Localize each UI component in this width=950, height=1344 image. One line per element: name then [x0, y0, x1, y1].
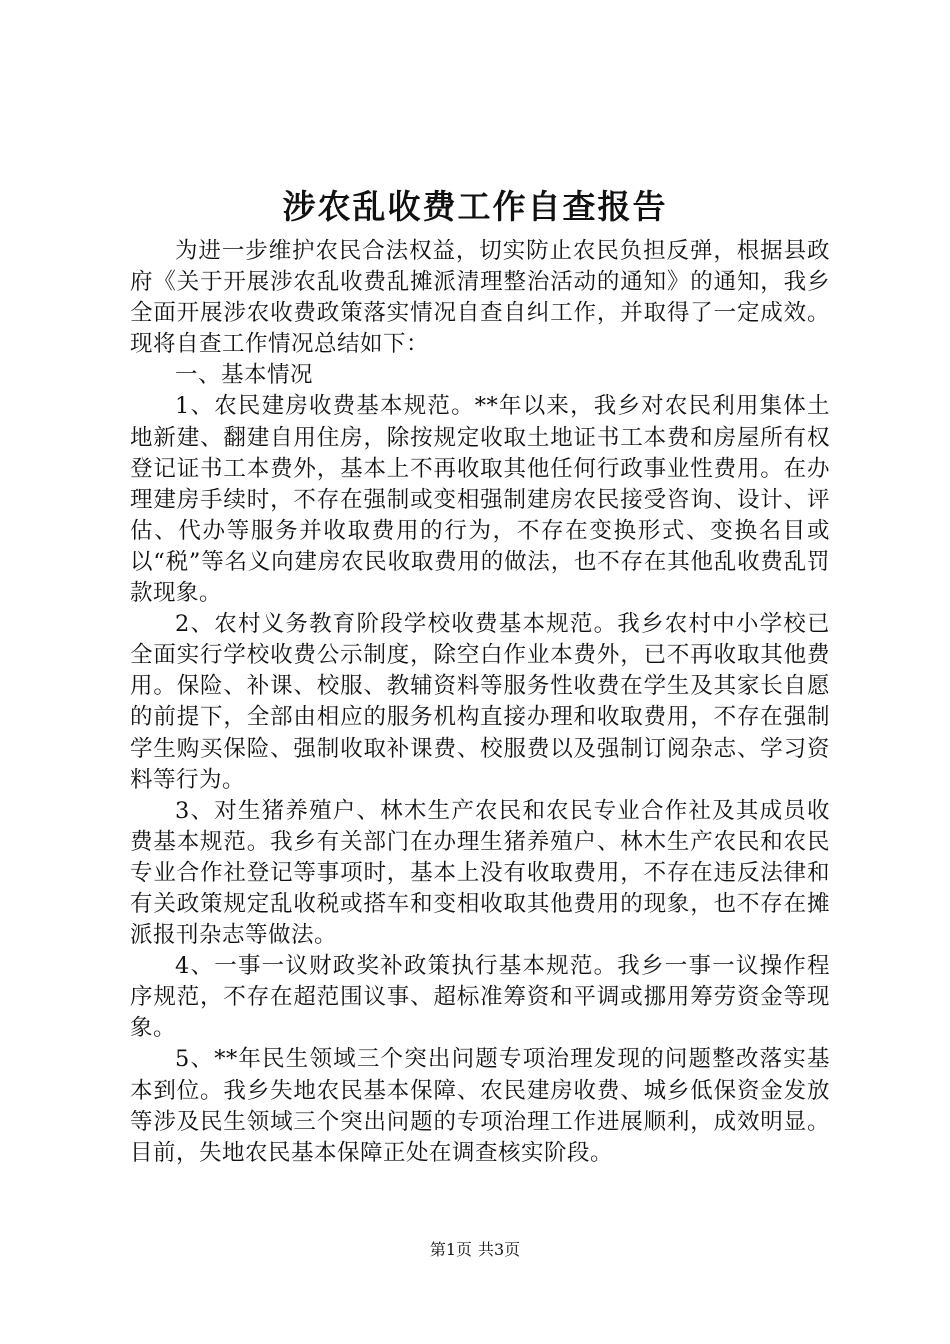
body-paragraph: 2、农村义务教育阶段学校收费基本规范。我乡农村中小学校已全面实行学校收费公示制度，除空白作业本费外，已不再收取其他费用。保险、补课、校服、教辅资料等服务性收费在学生及其家长自愿的前提下，全部由相应的服务机构直接办理和收取费用，不存在强制学生购买保险、强制收取补课费、校服费以及强制订阅杂志、学习资料等行为。 [130, 611, 830, 793]
page-total: 共3页 [478, 1240, 521, 1259]
body-paragraph: 5、**年民生领域三个突出问题专项治理发现的问题整改落实基本到位。我乡失地农民基本保障、农民建房收费、城乡低保资金发放等涉及民生领域三个突出问题的专项治理工作进展顺利，成效明显。目前，失地农民基本保障正处在调查核实阶段。 [130, 1046, 830, 1166]
document-title: 涉农乱收费工作自查报告 [282, 187, 668, 226]
body-paragraph: 4、一事一议财政奖补政策执行基本规范。我乡一事一议操作程序规范，不存在超范围议事、超标准筹资和平调或挪用筹劳资金等现象。 [130, 953, 830, 1042]
body-paragraph: 1、农民建房收费基本规范。**年以来，我乡对农民利用集体土地新建、翻建自用住房，除按规定收取土地证书工本费和房屋所有权登记证书工本费外，基本上不再收取其他任何行政事业性费用。在办理建房手续时，不存在强制或变相强制建房农民接受咨询、设计、评估、代办等服务并收取费用的行为，不存在变换形式、变换名目或以“税”等名义向建房农民收取费用的做法，也不存在其他乱收费乱罚款现象。 [130, 393, 830, 607]
body-paragraph: 3、对生猪养殖户、林木生产农民和农民专业合作社及其成员收费基本规范。我乡有关部门在办理生猪养殖户、林木生产农民和农民专业合作社登记等事项时，基本上没有收取费用，不存在违反法律和有关政策规定乱收税或搭车和变相收取其他费用的现象，也不存在摊派报刊杂志等做法。 [130, 797, 830, 949]
page-footer [0, 1239, 950, 1261]
intro-paragraph: 为进一步维护农民合法权益，切实防止农民负担反弹，根据县政府《关于开展涉农乱收费乱摊派清理整治活动的通知》的通知，我乡全面开展涉农收费政策落实情况自查自纠工作，并取得了一定成效。现将自查工作情况总结如下： [130, 238, 830, 358]
document-body [130, 236, 830, 1169]
page-number: 第1页 [429, 1240, 472, 1259]
section-heading: 一、基本情况 [175, 362, 314, 389]
